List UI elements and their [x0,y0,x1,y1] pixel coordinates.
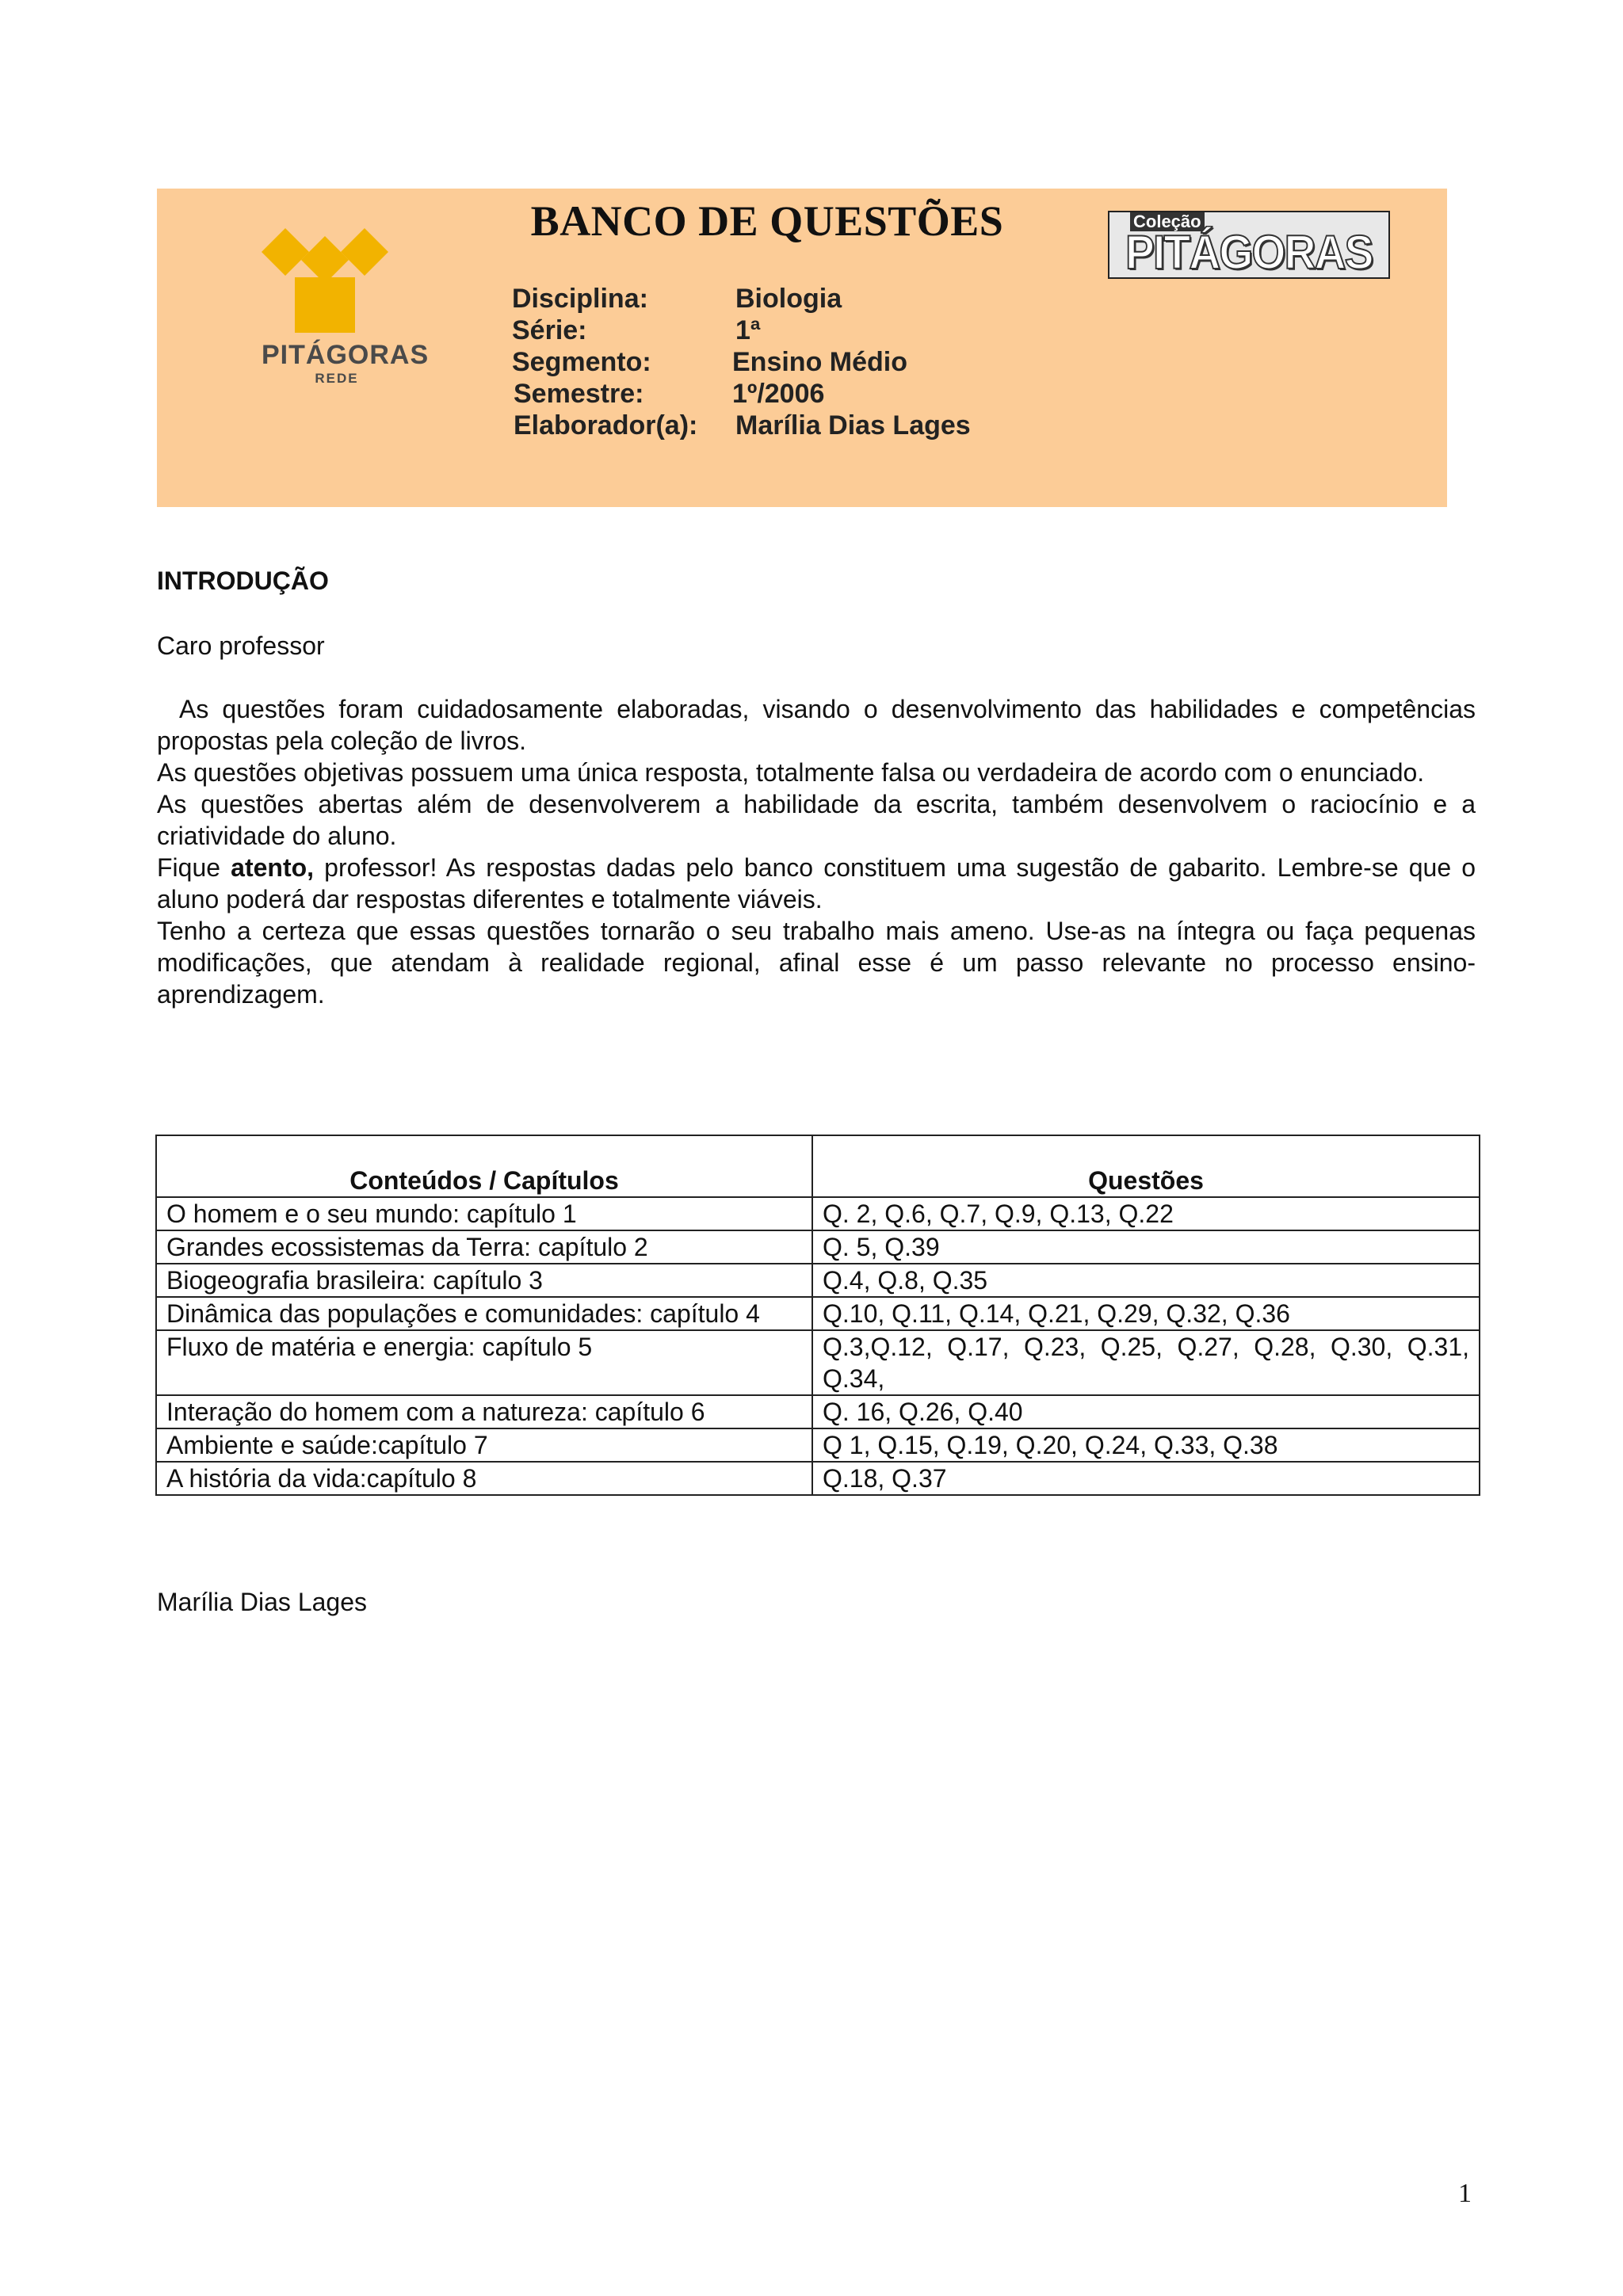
table-cell: Biogeografia brasileira: capítulo 3 [156,1264,812,1297]
table-row [156,1297,1480,1330]
page-title: BANCO DE QUESTÕES [530,197,1004,245]
field-value: Ensino Médio [732,347,907,377]
table-header-row [156,1135,1480,1197]
table-row [156,1197,1480,1230]
intro-paragraph: As questões abertas além de desenvolverem a habilidade da escrita, também desenvolvem o raciocínio e a criatividade do aluno. [157,790,1476,850]
pitagoras-logo-icon [262,228,412,339]
table-cell: Q.10, Q.11, Q.14, Q.21, Q.29, Q.32, Q.36 [812,1297,1480,1330]
intro-paragraph: As questões objetivas possuem uma única resposta, totalmente falsa ou verdadeira de acordo com o enunciado. [157,758,1425,787]
logo-left-name: PITÁGORAS [262,340,430,370]
field-value: Biologia [735,284,842,314]
table-cell: Q 1, Q.15, Q.19, Q.20, Q.24, Q.33, Q.38 [812,1428,1480,1462]
table-row [156,1395,1480,1428]
intro-emphasis: atento, [231,853,315,882]
column-header: Conteúdos / Capítulos [156,1135,812,1197]
intro-text-span: Fique [157,853,231,882]
intro-paragraph [157,852,1476,915]
table-row [156,1428,1480,1462]
field-label: Elaborador(a): [514,410,698,441]
table-row [156,1230,1480,1264]
table-cell: Q.3,Q.12, Q.17, Q.23, Q.25, Q.27, Q.28, Q.30, Q.31, Q.34, [812,1330,1480,1395]
table-cell: Q. 16, Q.26, Q.40 [812,1395,1480,1428]
intro-paragraph: Tenho a certeza que essas questões tornarão o seu trabalho mais ameno. Use-as na íntegra ou faça pequenas modificações, que atendam à realidade regional, afinal esse é um passo relevante no processo ensino-aprendizagem. [157,917,1476,1009]
colecao-pitagoras-logo [1108,211,1393,282]
field-value: Marília Dias Lages [735,410,971,441]
table-cell: Fluxo de matéria e energia: capítulo 5 [156,1330,812,1395]
field-label: Semestre: [514,379,644,409]
table-cell: Interação do homem com a natureza: capítulo 6 [156,1395,812,1428]
field-label: Segmento: [512,347,651,377]
table-cell: Q. 2, Q.6, Q.7, Q.9, Q.13, Q.22 [812,1197,1480,1230]
table-cell: Q.18, Q.37 [812,1462,1480,1495]
field-label: Série: [512,315,587,345]
table-row [156,1264,1480,1297]
logo-right-big: PITÁGORAS [1125,226,1373,279]
logo-right-small: Coleção [1130,212,1205,231]
table-cell: O homem e o seu mundo: capítulo 1 [156,1197,812,1230]
section-heading: INTRODUÇÃO [157,566,329,595]
page-number: 1 [1458,2179,1472,2208]
intro-paragraph: As questões foram cuidadosamente elaboradas, visando o desenvolvimento das habilidades e competências propostas pela coleção de livros. [157,695,1476,755]
contents-table [155,1135,1480,1496]
pitagoras-rede-logo [262,228,430,395]
intro-text [157,693,1476,1010]
table-cell: A história da vida:capítulo 8 [156,1462,812,1495]
table-cell: Ambiente e saúde:capítulo 7 [156,1428,812,1462]
column-header: Questões [812,1135,1480,1197]
table-cell: Dinâmica das populações e comunidades: capítulo 4 [156,1297,812,1330]
table-row [156,1462,1480,1495]
greeting: Caro professor [157,631,325,660]
field-value: 1ª [735,315,761,345]
signature: Marília Dias Lages [157,1588,367,1616]
intro-text-span: professor! As respostas dadas pelo banco constituem uma sugestão de gabarito. Lembre-se que o aluno poderá dar respostas diferentes e totalmente viáveis. [157,853,1476,913]
table-cell: Q.4, Q.8, Q.35 [812,1264,1480,1297]
table-row [156,1330,1480,1395]
field-label: Disciplina: [512,284,648,314]
logo-left-sub: REDE [315,371,359,386]
table-cell: Grandes ecossistemas da Terra: capítulo 2 [156,1230,812,1264]
table-cell: Q. 5, Q.39 [812,1230,1480,1264]
field-value: 1º/2006 [732,379,825,409]
